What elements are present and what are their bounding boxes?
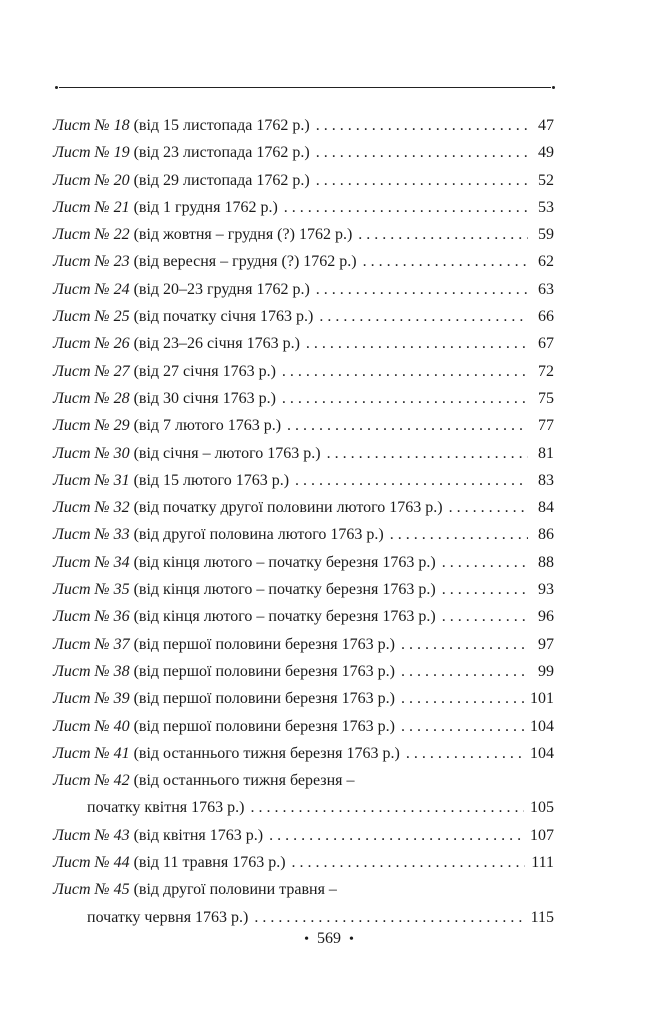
dot-leader <box>390 521 528 548</box>
letter-date: (від 29 листопада 1762 р.) <box>133 171 310 189</box>
footer-bullet-left: • <box>304 932 309 947</box>
toc-entry-line <box>53 521 554 548</box>
toc-entry-line <box>53 167 554 194</box>
letter-number: Лист № 42 <box>53 772 130 790</box>
dot-leader <box>295 467 528 494</box>
dot-leader <box>316 167 528 194</box>
letter-date: (від 15 лютого 1763 р.) <box>133 471 290 489</box>
page-ref: 101 <box>530 690 554 708</box>
toc-entry-continuation <box>53 794 554 821</box>
letter-number: Лист № 19 <box>53 144 130 162</box>
letter-number: Лист № 20 <box>53 171 130 189</box>
letter-number: Лист № 26 <box>53 335 130 353</box>
toc-entry-line <box>53 494 554 521</box>
toc-entry[interactable] <box>53 685 554 712</box>
letter-number: Лист № 44 <box>53 854 130 872</box>
letter-date: (від кінця лютого – початку березня 1763 р.) <box>133 581 436 599</box>
toc-entry-line <box>53 603 554 630</box>
toc-entry[interactable] <box>53 412 554 439</box>
page-ref: 97 <box>538 635 554 653</box>
page-ref: 59 <box>538 226 554 244</box>
letter-number: Лист № 41 <box>53 744 130 762</box>
dot-leader <box>401 631 528 658</box>
toc-entry[interactable] <box>53 330 554 357</box>
dot-leader <box>401 713 524 740</box>
toc-entry[interactable] <box>53 194 554 221</box>
dot-leader <box>442 549 528 576</box>
letter-date: (від кінця лютого – початку березня 1763 р.) <box>133 553 436 571</box>
letter-date: (від січня – лютого 1763 р.) <box>133 444 321 462</box>
rule-right-dot <box>552 86 555 89</box>
toc-entry-line <box>53 822 554 849</box>
toc-entry-line <box>53 194 554 221</box>
letter-number: Лист № 40 <box>53 717 130 735</box>
toc-entry-line <box>53 385 554 412</box>
letter-date: (від 23 листопада 1762 р.) <box>133 144 310 162</box>
dot-leader <box>401 658 528 685</box>
dot-leader <box>442 603 528 630</box>
toc-entry-continuation <box>53 904 554 931</box>
page-ref: 107 <box>530 826 554 844</box>
toc-entry[interactable] <box>53 631 554 658</box>
letter-number: Лист № 33 <box>53 526 130 544</box>
rule-line <box>59 87 551 88</box>
dot-leader <box>363 248 528 275</box>
page-ref: 104 <box>530 717 554 735</box>
toc-entry-line <box>53 276 554 303</box>
letter-number: Лист № 43 <box>53 826 130 844</box>
toc-entry[interactable] <box>53 658 554 685</box>
letter-date: (від останнього тижня березня 1763 р.) <box>133 744 400 762</box>
toc-entry-line <box>53 221 554 248</box>
letter-number: Лист № 28 <box>53 389 130 407</box>
page-ref: 111 <box>531 854 554 872</box>
toc-entry-line <box>53 740 554 767</box>
dot-leader <box>284 194 528 221</box>
letter-date: (від першої половини березня 1763 р.) <box>133 662 395 680</box>
toc-entry-line <box>53 467 554 494</box>
dot-leader <box>449 494 528 521</box>
toc-entry[interactable] <box>53 139 554 166</box>
letter-date: (від другої половини травня – <box>133 881 337 899</box>
letter-number: Лист № 30 <box>53 444 130 462</box>
letter-date: (від першої половини березня 1763 р.) <box>133 635 395 653</box>
toc-entry[interactable] <box>53 876 554 931</box>
letter-date: (від 23–26 січня 1763 р.) <box>133 335 300 353</box>
toc-entry-line <box>53 576 554 603</box>
letter-date: (від початку другої половини лютого 1763 р.) <box>133 499 443 517</box>
letter-number: Лист № 35 <box>53 581 130 599</box>
toc-entry[interactable] <box>53 849 554 876</box>
dot-leader <box>282 385 528 412</box>
toc-entry[interactable] <box>53 221 554 248</box>
dot-leader <box>254 904 524 931</box>
page-ref: 83 <box>538 471 554 489</box>
toc-entry-line <box>53 248 554 275</box>
toc-entry[interactable] <box>53 248 554 275</box>
letter-number: Лист № 25 <box>53 308 130 326</box>
toc-entry-line <box>53 713 554 740</box>
dot-leader <box>316 276 528 303</box>
toc-entry[interactable] <box>53 767 554 822</box>
page-ref: 66 <box>538 308 554 326</box>
dot-leader <box>306 330 528 357</box>
toc-entry[interactable] <box>53 385 554 412</box>
letter-number: Лист № 29 <box>53 417 130 435</box>
toc-entry-line <box>53 631 554 658</box>
letter-number: Лист № 34 <box>53 553 130 571</box>
dot-leader <box>269 822 524 849</box>
toc-entry-line <box>53 767 554 794</box>
letter-number: Лист № 31 <box>53 471 130 489</box>
page-number: 569 <box>317 930 341 947</box>
page-ref: 52 <box>538 171 554 189</box>
letter-date: (від 20–23 грудня 1762 р.) <box>133 280 310 298</box>
page-ref: 115 <box>530 908 554 926</box>
page-ref: 63 <box>538 280 554 298</box>
letter-number: Лист № 22 <box>53 226 130 244</box>
letter-number: Лист № 23 <box>53 253 130 271</box>
toc-entry-line <box>53 139 554 166</box>
page-ref: 84 <box>538 499 554 517</box>
letter-date: (від другої половина лютого 1763 р.) <box>133 526 384 544</box>
page-footer <box>0 930 658 948</box>
letter-date: (від 7 лютого 1763 р.) <box>133 417 282 435</box>
letter-date: (від кінця лютого – початку березня 1763 р.) <box>133 608 436 626</box>
page-ref: 75 <box>538 389 554 407</box>
letter-date: (від 1 грудня 1762 р.) <box>133 198 278 216</box>
toc-entry-line <box>53 876 554 903</box>
toc-entry-line <box>53 440 554 467</box>
letter-date: (від 15 листопада 1762 р.) <box>133 117 310 134</box>
page-ref: 72 <box>538 362 554 380</box>
toc-entry[interactable] <box>53 576 554 603</box>
letter-date: (від 30 січня 1763 р.) <box>133 389 276 407</box>
letter-date: (від квітня 1763 р.) <box>133 826 264 844</box>
dot-leader <box>282 358 528 385</box>
toc-entry-line <box>53 330 554 357</box>
toc-entry[interactable] <box>53 549 554 576</box>
toc-entry[interactable] <box>53 467 554 494</box>
toc-entry[interactable] <box>53 303 554 330</box>
toc-entry[interactable] <box>53 494 554 521</box>
letter-number: Лист № 27 <box>53 362 130 380</box>
page-ref: 67 <box>538 335 554 353</box>
page-ref: 49 <box>538 144 554 162</box>
toc-entry[interactable] <box>53 276 554 303</box>
dot-leader <box>358 221 528 248</box>
table-of-contents <box>53 112 554 931</box>
toc-entry-line <box>53 112 554 139</box>
dot-leader <box>401 685 524 712</box>
letter-date: (від першої половини березня 1763 р.) <box>133 717 395 735</box>
letter-number: Лист № 21 <box>53 198 130 216</box>
letter-number: Лист № 36 <box>53 608 130 626</box>
letter-date: (від вересня – грудня (?) 1762 р.) <box>133 253 357 271</box>
letter-date: (від першої половини березня 1763 р.) <box>133 690 395 708</box>
page-ref: 62 <box>538 253 554 271</box>
toc-entry-line <box>53 685 554 712</box>
letter-number: Лист № 39 <box>53 690 130 708</box>
letter-number: Лист № 32 <box>53 499 130 517</box>
toc-entry[interactable] <box>53 740 554 767</box>
footer-bullet-right: • <box>349 932 354 947</box>
toc-entry-line <box>53 658 554 685</box>
rule-left-dot <box>55 86 58 89</box>
page-ref: 104 <box>530 744 554 762</box>
page-ref: 88 <box>538 553 554 571</box>
toc-entry-line <box>53 849 554 876</box>
letter-number: Лист № 37 <box>53 635 130 653</box>
dot-leader <box>287 412 528 439</box>
page-ref: 47 <box>538 117 554 134</box>
toc-entry-line <box>53 412 554 439</box>
dot-leader <box>316 139 528 166</box>
dot-leader <box>316 112 528 139</box>
toc-entry[interactable] <box>53 440 554 467</box>
toc-entry[interactable] <box>53 822 554 849</box>
letter-date: (від жовтня – грудня (?) 1762 р.) <box>133 226 353 244</box>
toc-entry-line <box>53 358 554 385</box>
toc-entry[interactable] <box>53 167 554 194</box>
letter-number: Лист № 24 <box>53 280 130 298</box>
dot-leader <box>442 576 528 603</box>
page-ref: 105 <box>530 799 554 817</box>
dot-leader <box>406 740 524 767</box>
letter-number: Лист № 18 <box>53 117 130 134</box>
letter-date: (від останнього тижня березня – <box>133 772 355 790</box>
dot-leader <box>250 794 524 821</box>
toc-entry-line <box>53 303 554 330</box>
page-ref: 99 <box>538 662 554 680</box>
dot-leader <box>292 849 526 876</box>
header-rule <box>55 85 555 91</box>
page-ref: 77 <box>538 417 554 435</box>
letter-number: Лист № 45 <box>53 881 130 899</box>
letter-number: Лист № 38 <box>53 662 130 680</box>
letter-date-continuation: початку квітня 1763 р.) <box>87 799 245 817</box>
toc-entry[interactable] <box>53 521 554 548</box>
page-ref: 81 <box>538 444 554 462</box>
page-ref: 96 <box>538 608 554 626</box>
letter-date: (від початку січня 1763 р.) <box>133 308 314 326</box>
toc-entry-line <box>53 549 554 576</box>
letter-date: (від 27 січня 1763 р.) <box>133 362 276 380</box>
toc-entry[interactable] <box>53 112 554 139</box>
letter-date-continuation: початку червня 1763 р.) <box>87 908 249 926</box>
dot-leader <box>319 303 528 330</box>
dot-leader <box>327 440 528 467</box>
toc-entry[interactable] <box>53 358 554 385</box>
page-ref: 93 <box>538 581 554 599</box>
toc-entry[interactable] <box>53 603 554 630</box>
toc-entry[interactable] <box>53 713 554 740</box>
page-ref: 86 <box>538 526 554 544</box>
letter-date: (від 11 травня 1763 р.) <box>133 854 286 872</box>
page-ref: 53 <box>538 198 554 216</box>
